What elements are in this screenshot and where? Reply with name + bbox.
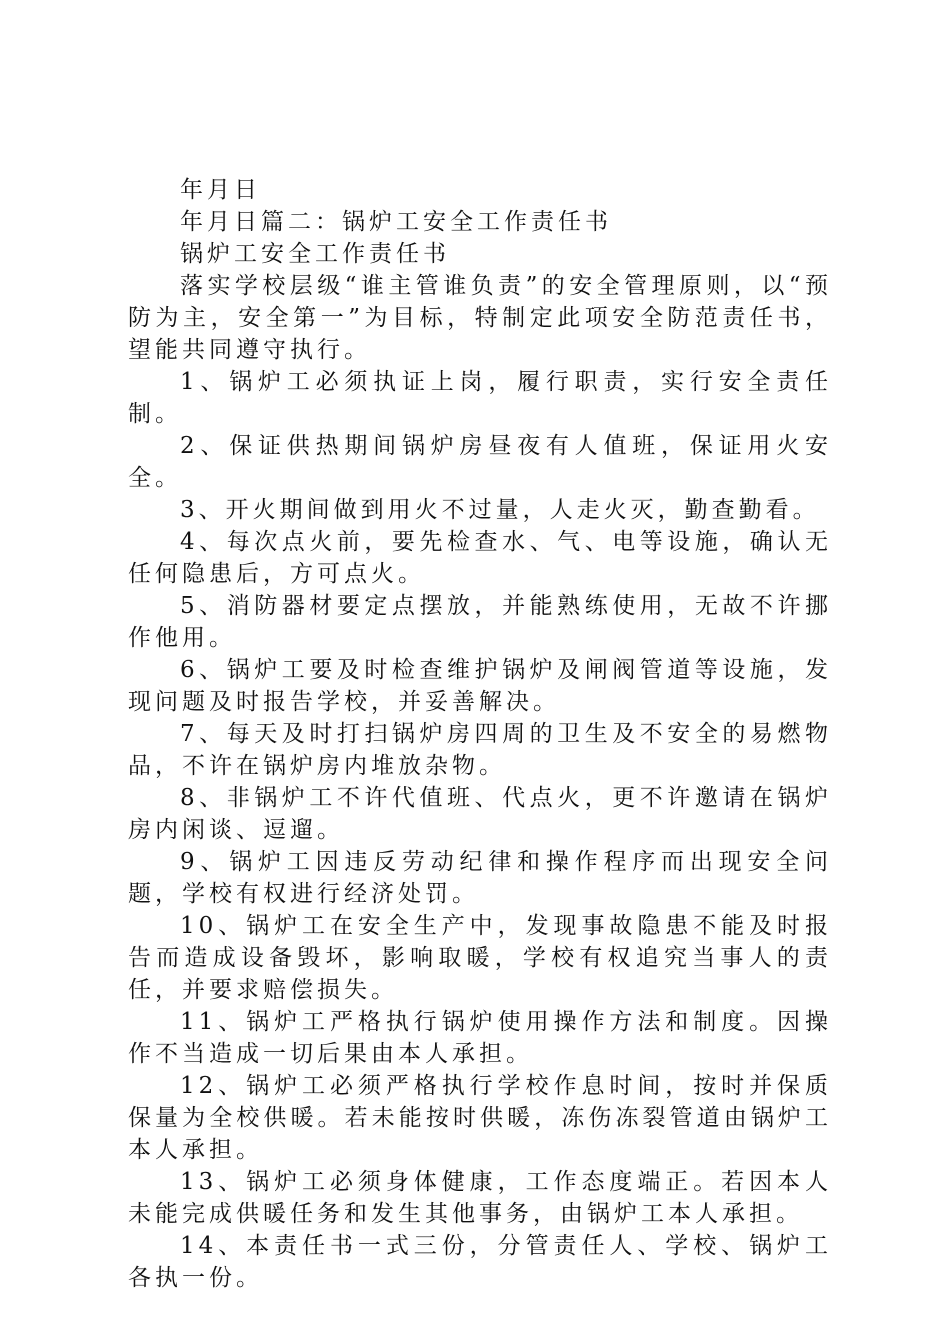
clause-6: 6、锅炉工要及时检查维护锅炉及闸阀管道等设施，发现问题及时报告学校，并妥善解决。 [128,657,832,715]
document-title: 锅炉工安全工作责任书 [180,241,450,267]
clause-12: 12、锅炉工必须严格执行学校作息时间，按时并保质保量为全校供暖。若未能按时供暖，冻伤冻裂管道由锅炉工本人承担。 [128,1073,832,1163]
intro-paragraph: 落实学校层级“谁主管谁负责”的安全管理原则，以“预防为主，安全第一”为目标，特制定此项安全防范责任书，望能共同遵守执行。 [128,273,832,363]
document-body [128,174,832,1294]
clause-11: 11、锅炉工严格执行锅炉使用操作方法和制度。因操作不当造成一切后果由本人承担。 [128,1009,832,1067]
clause-1: 1、锅炉工必须执证上岗，履行职责，实行安全责任制。 [128,369,832,427]
clause-3: 3、开火期间做到用火不过量，人走火灭，勤查勤看。 [180,497,820,523]
clause-13: 13、锅炉工必须身体健康，工作态度端正。若因本人未能完成供暖任务和发生其他事务，由锅炉工本人承担。 [128,1169,832,1227]
heading-line: 年月日篇二：锅炉工安全工作责任书 [180,209,612,235]
clause-4: 4、每次点火前，要先检查水、气、电等设施，确认无任何隐患后，方可点火。 [128,529,832,587]
date-line: 年月日 [180,177,261,203]
clause-5: 5、消防器材要定点摆放，并能熟练使用，无故不许挪作他用。 [128,593,832,651]
clause-10: 10、锅炉工在安全生产中，发现事故隐患不能及时报告而造成设备毁坏，影响取暖，学校有权追究当事人的责任，并要求赔偿损失。 [128,913,832,1003]
clause-14: 14、本责任书一式三份，分管责任人、学校、锅炉工各执一份。 [128,1233,832,1291]
clause-8: 8、非锅炉工不许代值班、代点火，更不许邀请在锅炉房内闲谈、逗遛。 [128,785,832,843]
clause-9: 9、锅炉工因违反劳动纪律和操作程序而出现安全问题，学校有权进行经济处罚。 [128,849,832,907]
clause-7: 7、每天及时打扫锅炉房四周的卫生及不安全的易燃物品，不许在锅炉房内堆放杂物。 [128,721,832,779]
clause-2: 2、保证供热期间锅炉房昼夜有人值班，保证用火安全。 [128,433,832,491]
